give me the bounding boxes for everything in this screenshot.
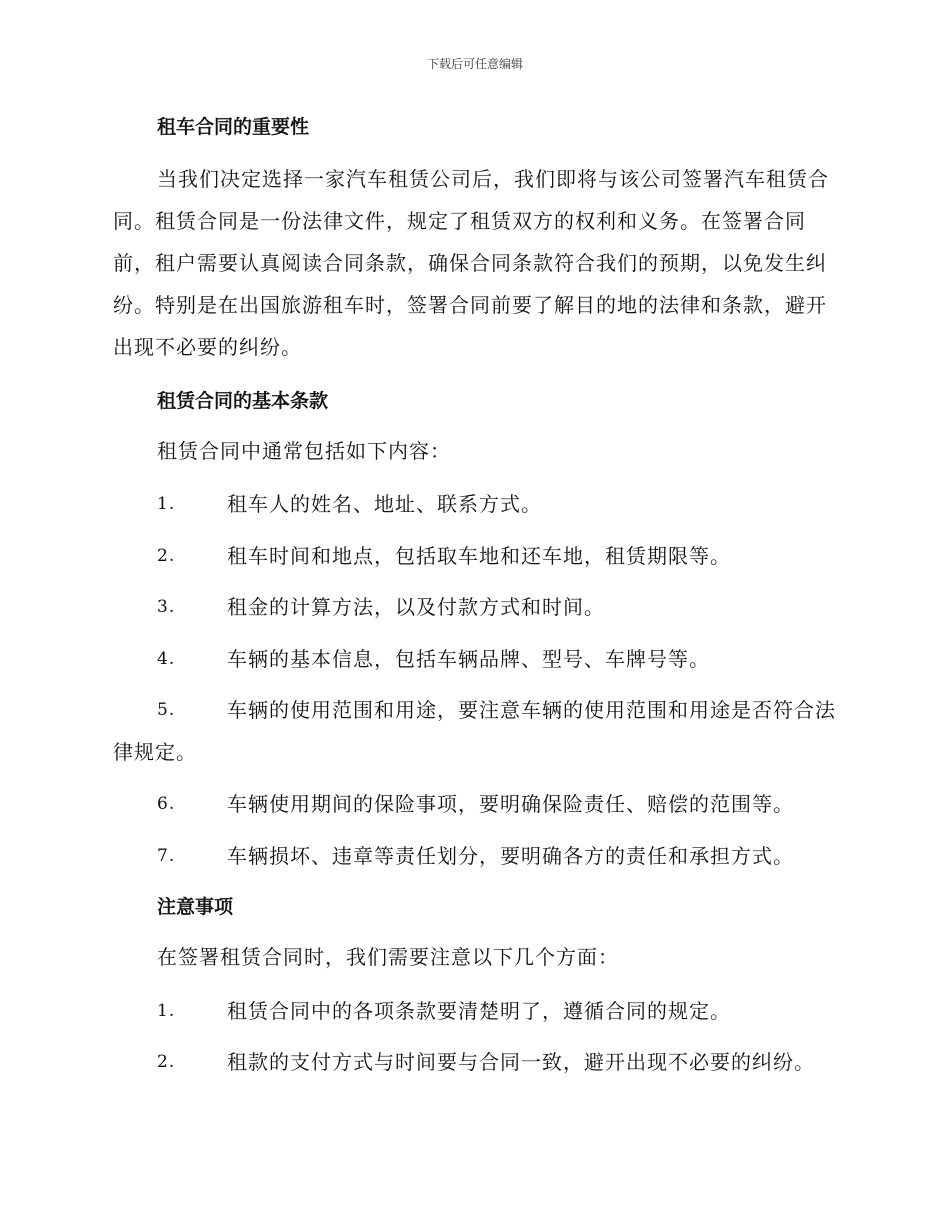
section-paragraph-importance: 当我们决定选择一家汽车租赁公司后，我们即将与该公司签署汽车租赁合同。租赁合同是一份法律文件，规定了租赁双方的权利和义务。在签署合同前，租户需要认真阅读合同条款，确保合同条款符合我们的预期，以免发生纠纷。特别是在出国旅游租车时，签署合同前要了解目的地的法律和条款，避开出现不必要的纠纷。: [113, 167, 829, 359]
section-heading-notes: 注意事项: [157, 896, 234, 918]
list-item-text: 车辆的使用范围和用途，要注意车辆的使用范围和用途是否符合法律规定。: [113, 698, 836, 764]
section-intro-basic-terms: 租赁合同中通常包括如下内容：: [157, 439, 451, 463]
list-item-number: 4.: [157, 649, 176, 669]
list-item: [113, 783, 838, 825]
list-item: [113, 1041, 838, 1083]
list-item-number: 2.: [157, 546, 176, 566]
list-item: [113, 483, 838, 525]
list-item-number: 2.: [157, 1052, 176, 1072]
list-item: [113, 586, 838, 628]
section-heading-importance: 租车合同的重要性: [157, 116, 310, 138]
list-item-text: 租车时间和地点，包括取车地和还车地，租赁期限等。: [227, 544, 731, 568]
section-intro-notes: 在签署租赁合同时，我们需要注意以下几个方面：: [157, 945, 619, 969]
list-item-number: 3.: [157, 597, 176, 617]
list-item-text: 租车人的姓名、地址、联系方式。: [227, 492, 542, 516]
list-item-text: 租款的支付方式与时间要与合同一致，避开出现不必要的纠纷。: [227, 1050, 815, 1074]
list-item: [113, 689, 838, 773]
list-item-text: 车辆使用期间的保险事项，要明确保险责任、赔偿的范围等。: [227, 792, 794, 816]
list-item-text: 车辆损坏、违章等责任划分，要明确各方的责任和承担方式。: [227, 844, 794, 868]
list-item-text: 租金的计算方法，以及付款方式和时间。: [227, 595, 605, 619]
list-item: [113, 990, 838, 1032]
list-item: [113, 535, 838, 577]
list-item: [113, 638, 838, 680]
header-note: 下载后可任意编辑: [426, 57, 523, 71]
list-item-number: 5.: [157, 700, 176, 720]
section-heading-basic-terms: 租赁合同的基本条款: [157, 390, 329, 412]
list-item-number: 6.: [157, 794, 176, 814]
list-item-text: 租赁合同中的各项条款要清楚明了，遵循合同的规定。: [227, 999, 731, 1023]
list-item-number: 7.: [157, 846, 176, 866]
list-item-number: 1.: [157, 1001, 176, 1021]
list-item-number: 1.: [157, 494, 176, 514]
list-item: [113, 835, 838, 877]
list-item-text: 车辆的基本信息，包括车辆品牌、型号、车牌号等。: [227, 647, 710, 671]
